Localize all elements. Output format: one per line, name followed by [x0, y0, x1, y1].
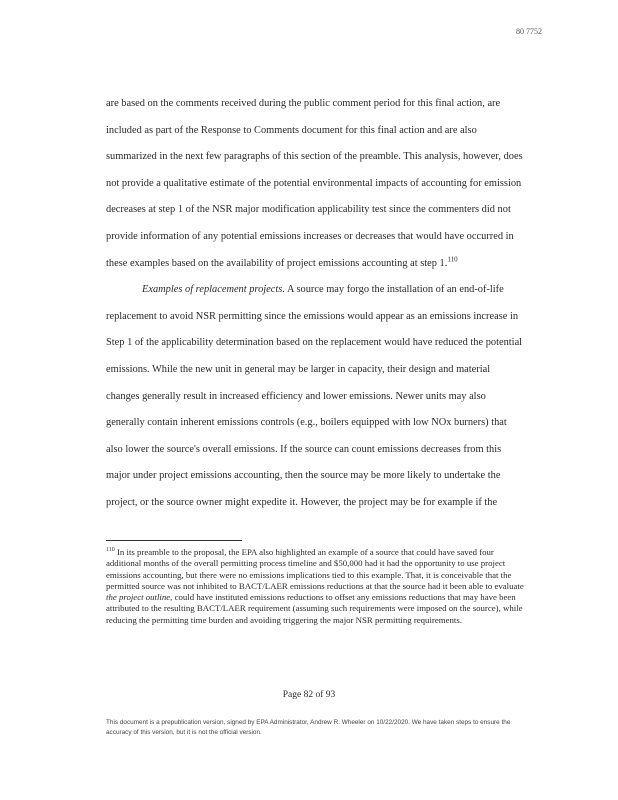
footnote-text: In its preamble to the proposal, the EPA also highlighted an example of a source that could have saved four additional months of the overall permitting process timeline and $50,000 had it had the opportunity to use project emissions accounting, but there were no emissions implications tied to this example. That, it is conceivable that the permitted source was not inhibited to BACT/LAER emissions reductions at that the source had it been able to evaluate	[106, 547, 524, 591]
paragraph-heading: Examples of replacement projects.	[142, 284, 285, 296]
footnote-divider	[106, 540, 242, 541]
footnote	[106, 547, 527, 626]
prepublication-disclaimer: This document is a prepublication version, signed by EPA Administrator, Andrew R. Wheeler on 10/22/2020. We have taken steps to ensure the accuracy of this version, but it is not the official version.	[106, 719, 511, 736]
footnote-italic-text: the project outline	[106, 592, 171, 603]
body-paragraph-2-text: A source may forgo the installation of an end-of-life replacement to avoid NSR permitting since the emissions would appear as an emissions increase in Step 1 of the applicability determination based on the replacement would have reduced the potential emissions. While the new unit in general may be larger in capacity, their design and material changes generally result in increased efficiency and lower emissions. Newer units may also generally contain inherent emissions controls (e.g., boilers equipped with low NOx burners) that also lower the source's overall emissions. If the source can count emissions decreases from this major under project emissions accounting, then the source may be more likely to undertake the project, or the source owner might expedite it. However, the project may be for example if the	[106, 284, 523, 508]
footnote-reference[interactable]: 110	[447, 255, 458, 264]
body-text	[106, 91, 526, 517]
footnote-text-continued: , could have instituted emissions reductions to offset any emissions reductions that may have been attributed to the resulting BACT/LAER requirement (assuming such requirements were imposed on the source), while reducing the permitting time burden and avoiding triggering the major NSR permitting requirements.	[106, 592, 523, 625]
body-paragraph-1-text: are based on the comments received during the public comment period for this final action, are included as part of the Response to Comments document for this final action and are also summarized in the next few paragraphs of this section of the preamble. This analysis, however, does not provide a qualitative estimate of the potential environmental impacts of accounting for emission decreases at step 1 of the NSR major modification applicability test since the commenters did not provide information of any potential emissions increases or decreases that would have occurred in these examples based on the availability of project emissions accounting at step 1.	[106, 98, 523, 269]
body-paragraph-2	[106, 277, 526, 516]
page-number: Page 82 of 93	[282, 690, 336, 700]
document-id: 80 7752	[516, 27, 542, 36]
body-paragraph-1	[106, 91, 526, 277]
footnote-number: 110	[106, 547, 115, 554]
